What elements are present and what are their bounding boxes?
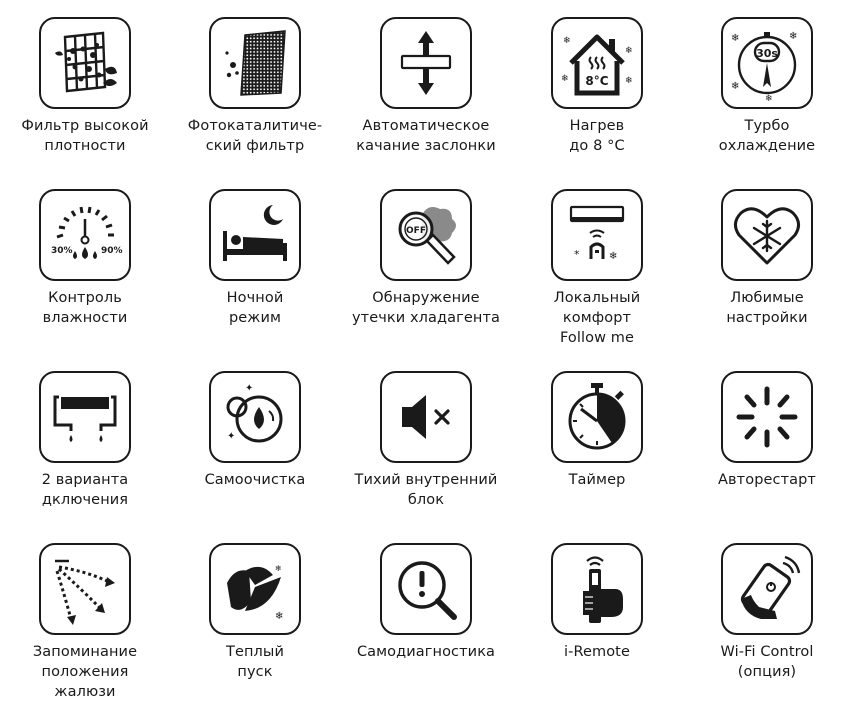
timer-icon	[551, 371, 643, 463]
auto-swing-icon	[380, 17, 472, 109]
feature-label: Автоматическое качание заслонки	[356, 118, 496, 154]
feature-follow-me	[512, 189, 682, 348]
feature-turbo-cooling	[682, 17, 852, 156]
feature-label: Фотокаталитиче- ский фильтр	[187, 118, 323, 154]
feature-label: Авторестарт	[718, 472, 816, 488]
svg-text:❄: ❄	[563, 36, 571, 46]
auto-restart-icon	[721, 371, 813, 463]
feature-label: Тихий внутренний блок	[354, 472, 498, 508]
svg-text:❄: ❄	[765, 94, 773, 103]
feature-self-diagnostics	[341, 543, 511, 662]
feature-quiet-indoor-unit	[341, 371, 511, 510]
feature-label: Самоочистка	[204, 472, 306, 488]
svg-text:❄: ❄	[265, 589, 274, 600]
sleeping-bed-icon	[209, 189, 301, 281]
louver-memory-icon	[39, 543, 131, 635]
feature-label: Обнаружение утечки хладагента	[351, 290, 500, 326]
svg-text:❄: ❄	[561, 74, 569, 84]
remote-control-hand-icon	[551, 543, 643, 635]
feature-high-density-filter	[0, 17, 170, 156]
leak-off-text: OFF	[406, 226, 426, 236]
feature-two-connection-options	[0, 371, 170, 510]
indoor-unit-pipes-icon	[39, 371, 131, 463]
feature-auto-restart	[682, 371, 852, 490]
wifi-control-phone-icon	[721, 543, 813, 635]
humidity-min-text: 30%	[51, 246, 73, 256]
speaker-mute-icon	[380, 371, 472, 463]
leak-magnifier-icon	[380, 189, 472, 281]
warm-start-icon	[209, 543, 301, 635]
heating-temperature-text: 8°C	[585, 74, 609, 88]
svg-text:❄: ❄	[275, 564, 282, 573]
feature-wifi-control	[682, 543, 852, 682]
stopwatch-icon	[721, 17, 813, 109]
svg-text:❄: ❄	[275, 611, 284, 622]
feature-label: Фильтр высокой плотности	[21, 118, 149, 154]
feature-label: Самодиагностика	[356, 644, 496, 660]
feature-label: Контроль влажности	[42, 290, 128, 326]
photocatalytic-filter-icon	[209, 17, 301, 109]
feature-i-remote	[512, 543, 682, 662]
humidity-max-text: 90%	[101, 246, 123, 256]
humidity-gauge-icon	[39, 189, 131, 281]
feature-warm-start	[170, 543, 340, 682]
feature-label: Турбо охлаждение	[718, 118, 816, 154]
feature-label: Локальный комфорт Follow me	[553, 290, 641, 346]
follow-me-icon	[551, 189, 643, 281]
heart-snowflake-icon	[721, 189, 813, 281]
svg-text:❄: ❄	[731, 81, 740, 92]
feature-favorite-settings	[682, 189, 852, 328]
svg-text:❄: ❄	[625, 46, 633, 56]
feature-label: i-Remote	[563, 644, 630, 660]
feature-label: Любимые настройки	[726, 290, 808, 326]
high-density-filter-icon	[39, 17, 131, 109]
feature-auto-swing	[341, 17, 511, 156]
feature-label: Таймер	[568, 472, 626, 488]
feature-label: Нагрев до 8 °C	[569, 118, 625, 154]
feature-night-mode	[170, 189, 340, 328]
svg-text:✦: ✦	[245, 383, 254, 394]
svg-text:❄: ❄	[609, 251, 618, 262]
svg-text:✦: ✦	[227, 431, 236, 442]
feature-label: 2 варианта дключения	[41, 472, 129, 508]
svg-text:*: *	[574, 248, 580, 261]
feature-label: Запоминание положения жалюзи	[32, 644, 138, 700]
house-heating-icon	[551, 17, 643, 109]
feature-refrigerant-leak	[341, 189, 511, 328]
svg-text:❄: ❄	[625, 76, 633, 86]
feature-heating-8c	[512, 17, 682, 156]
feature-photocatalytic-filter	[170, 17, 340, 156]
feature-louver-position-memory	[0, 543, 170, 702]
feature-label: Теплый пуск	[226, 644, 284, 680]
feature-humidity-control	[0, 189, 170, 328]
svg-text:❄: ❄	[731, 33, 740, 44]
feature-self-cleaning	[170, 371, 340, 490]
diagnostics-magnifier-icon	[380, 543, 472, 635]
feature-label: Wi-Fi Control (опция)	[720, 644, 814, 680]
self-cleaning-icon	[209, 371, 301, 463]
turbo-seconds-text: 30s	[756, 47, 778, 60]
svg-text:❄: ❄	[789, 31, 798, 42]
feature-timer	[512, 371, 682, 490]
feature-label: Ночной режим	[226, 290, 284, 326]
